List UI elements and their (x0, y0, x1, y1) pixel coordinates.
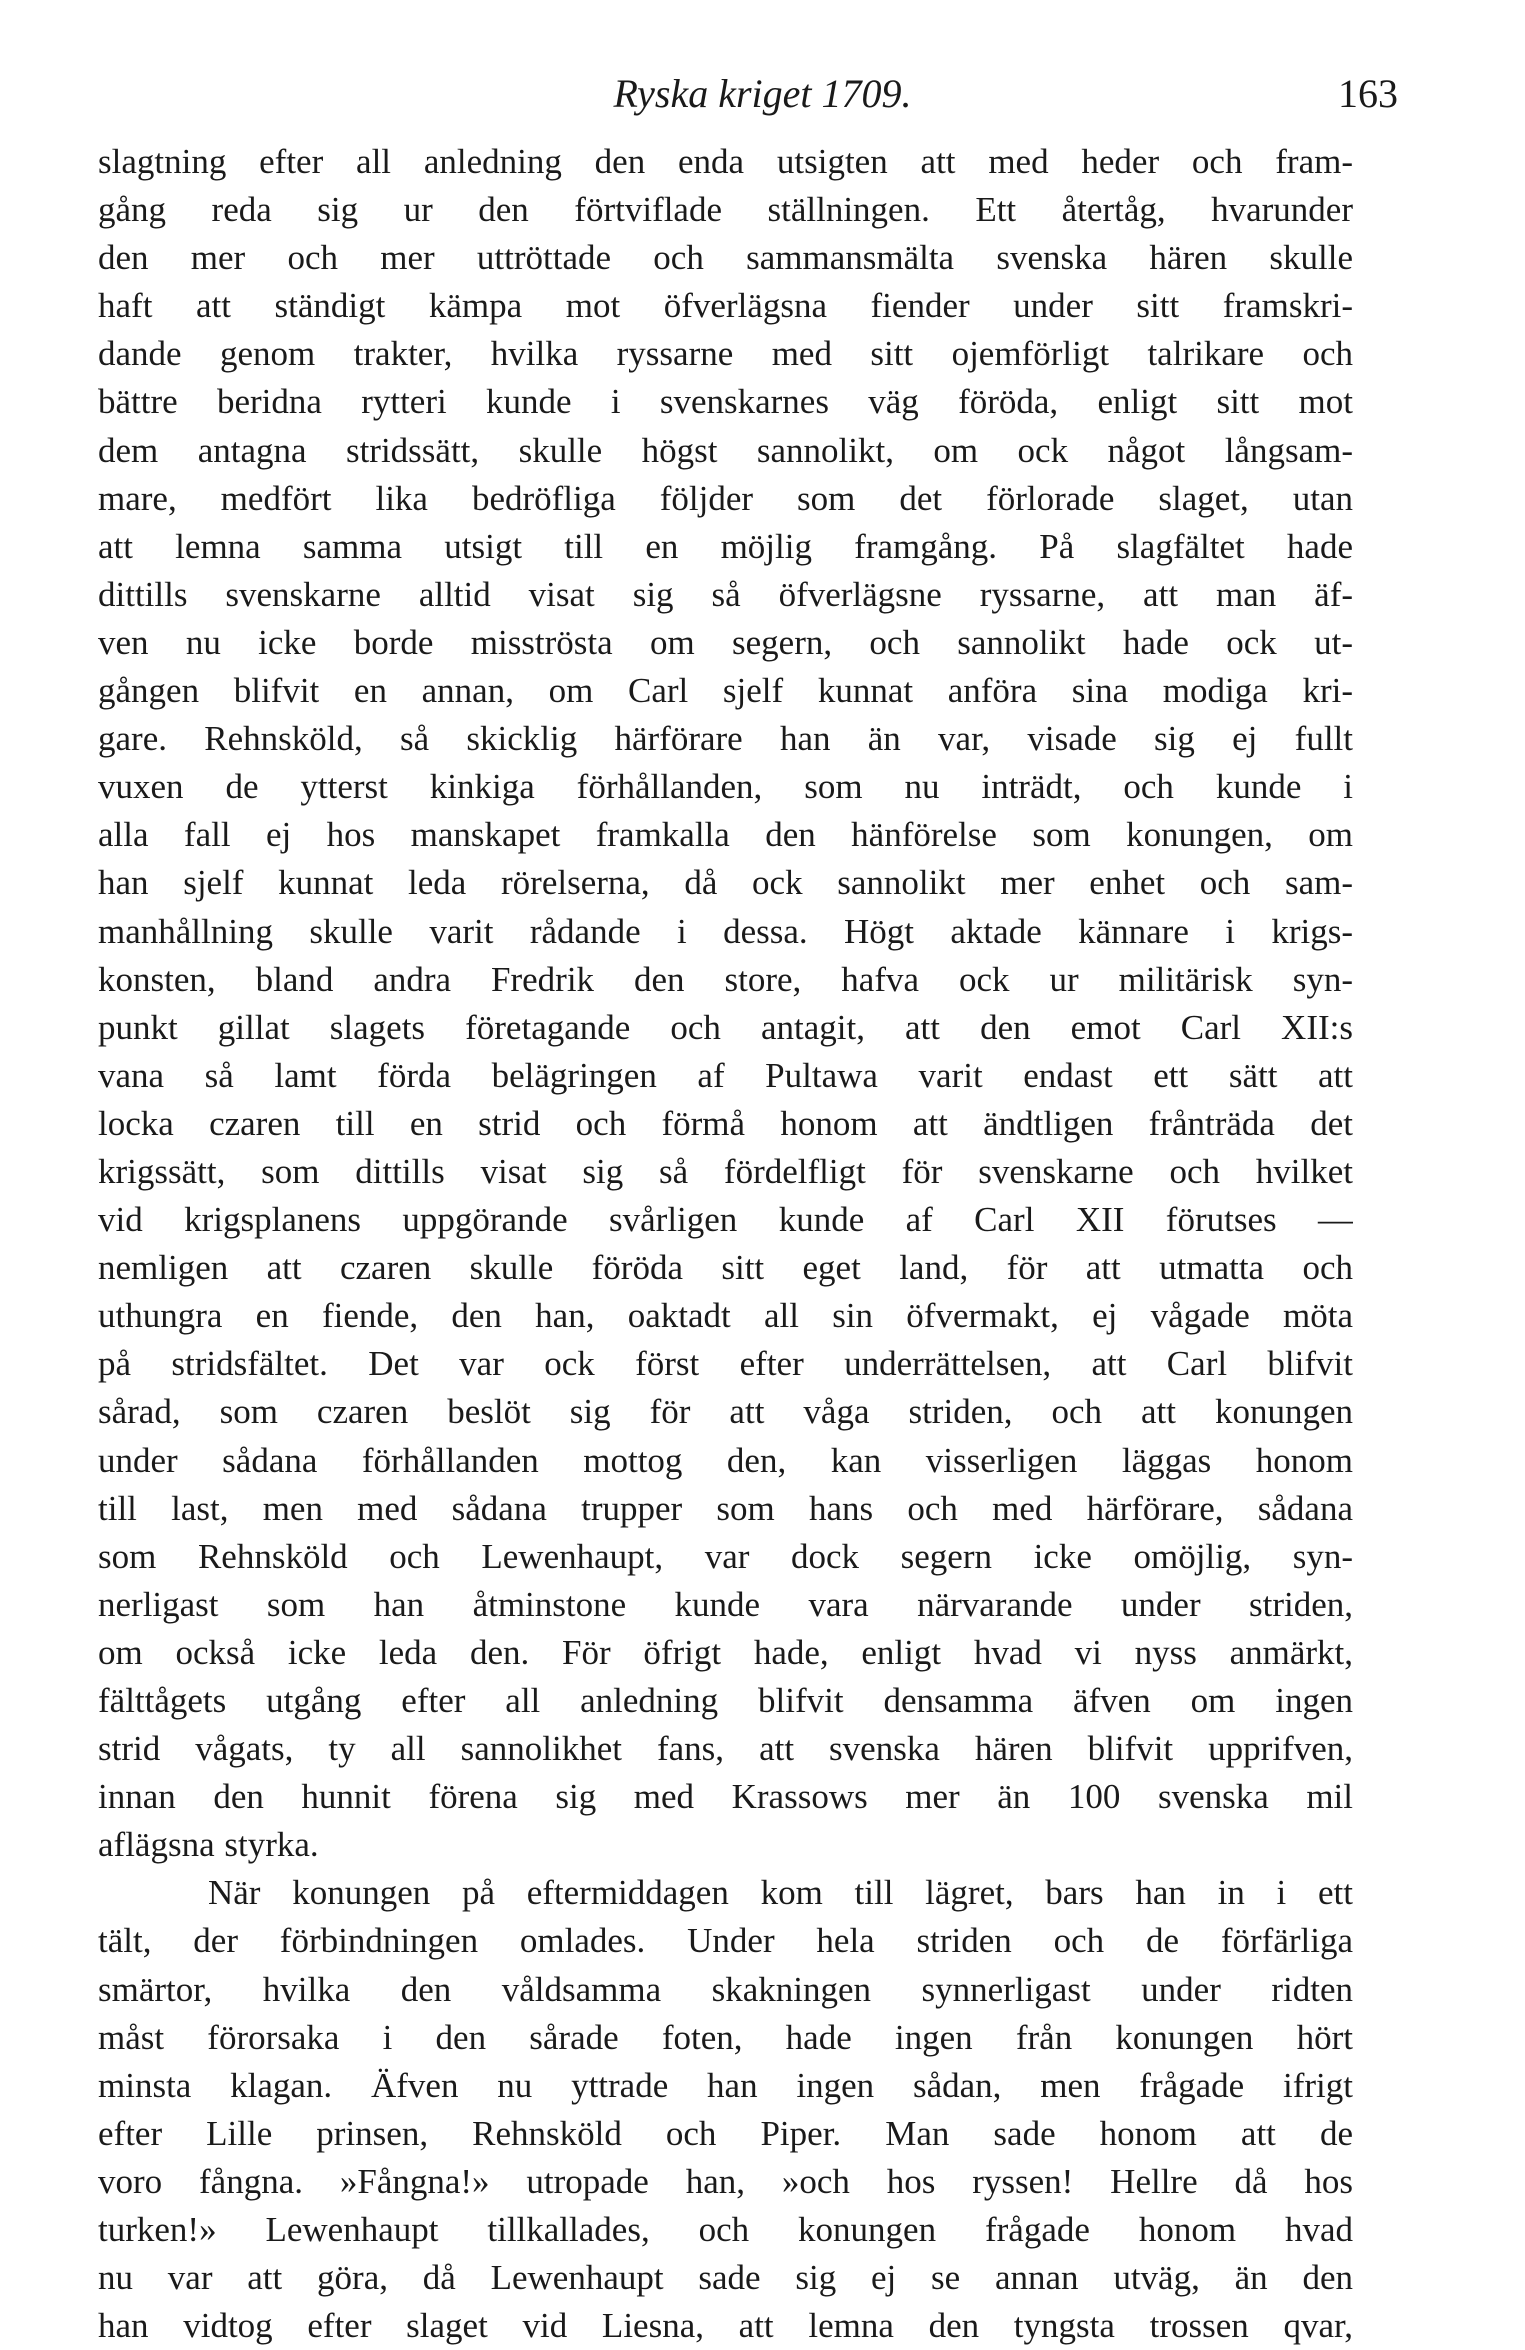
text-line: måst förorsaka i den sårade foten, hade ingen från konungen hört (98, 2017, 1353, 2057)
text-line: manhållning skulle varit rådande i dessa. Högt aktade kännare i krigs- (98, 911, 1353, 951)
text-line: sårad, som czaren beslöt sig för att våga striden, och att konungen (98, 1392, 1353, 1432)
text-line: innan den hunnit förena sig med Krassows mer än 100 svenska mil (98, 1777, 1353, 1817)
text-line: under sådana förhållanden mottog den, kan visserligen läggas honom (98, 1440, 1353, 1480)
text-line: krigssätt, som dittills visat sig så fördelfligt för svenskarne och hvilket (98, 1151, 1353, 1191)
text-line: smärtor, hvilka den våldsamma skakningen synnerligast under ridten (98, 1969, 1353, 2009)
text-line: haft att ständigt kämpa mot öfverlägsna fiender under sitt framskri- (98, 286, 1353, 326)
text-line: till last, men med sådana trupper som hans och med härförare, sådana (98, 1488, 1353, 1528)
text-line: minsta klagan. Äfven nu yttrade han ingen sådan, men frågade ifrigt (98, 2065, 1353, 2105)
text-line: nemligen att czaren skulle föröda sitt eget land, för att utmatta och (98, 1248, 1353, 1288)
text-line: han vidtog efter slaget vid Liesna, att lemna den tyngsta trossen qvar, (98, 2306, 1353, 2346)
text-line: om också icke leda den. För öfrigt hade, enligt hvad vi nyss anmärkt, (98, 1632, 1353, 1672)
text-line: gare. Rehnsköld, så skicklig härförare han än var, visade sig ej fullt (98, 719, 1353, 759)
text-line: på stridsfältet. Det var ock först efter underrättelsen, att Carl blifvit (98, 1344, 1353, 1384)
body-text (98, 138, 1353, 2350)
text-line: bättre beridna rytteri kunde i svenskarnes väg föröda, enligt sitt mot (98, 382, 1353, 422)
text-line: uthungra en fiende, den han, oaktadt all sin öfvermakt, ej vågade möta (98, 1296, 1353, 1336)
text-line: fälttågets utgång efter all anledning blifvit densamma äfven om ingen (98, 1681, 1353, 1720)
page-number: 163 (1338, 71, 1398, 116)
text-line: När konungen på eftermiddagen kom till lägret, bars han in i ett (208, 1873, 1353, 1913)
text-line: strid vågats, ty all sannolikhet fans, att svenska hären blifvit upprifven, (98, 1729, 1353, 1769)
text-line: slagtning efter all anledning den enda utsigten att med heder och fram- (98, 142, 1353, 181)
text-line: gång reda sig ur den förtviflade ställningen. Ett återtåg, hvarunder (98, 190, 1353, 230)
text-line: alla fall ej hos manskapet framkalla den hänförelse som konungen, om (98, 815, 1353, 855)
text-line: vid krigsplanens uppgörande svårligen kunde af Carl XII förutses — (98, 1200, 1353, 1240)
text-line: den mer och mer uttröttade och sammansmälta svenska hären skulle (98, 238, 1353, 278)
text-line: konsten, bland andra Fredrik den store, hafva ock ur militärisk syn- (98, 959, 1353, 999)
text-line: ven nu icke borde misströsta om segern, och sannolikt hade ock ut- (98, 622, 1353, 662)
text-line: voro fångna. »Fångna!» utropade han, »och hos ryssen! Hellre då hos (98, 2161, 1353, 2201)
text-line: turken!» Lewenhaupt tillkallades, och konungen frågade honom hvad (98, 2210, 1353, 2250)
text-line: punkt gillat slagets företagande och antagit, att den emot Carl XII:s (98, 1007, 1353, 1047)
text-line: locka czaren till en strid och förmå honom att ändtligen frånträda det (98, 1103, 1353, 1143)
text-line: tält, der förbindningen omlades. Under hela striden och de förfärliga (98, 1921, 1353, 1961)
text-line: aflägsna styrka. (98, 1825, 319, 1865)
text-line: efter Lille prinsen, Rehnsköld och Piper. Man sade honom att de (98, 2113, 1353, 2153)
text-line: nu var att göra, då Lewenhaupt sade sig ej se annan utväg, än den (98, 2258, 1353, 2298)
text-line: dem antagna stridssätt, skulle högst sannolikt, om ock något långsam- (98, 430, 1353, 470)
text-line: mare, medfört lika bedröfliga följder som det förlorade slaget, utan (98, 478, 1353, 518)
text-line: gången blifvit en annan, om Carl sjelf kunnat anföra sina modiga kri- (98, 671, 1353, 711)
text-line: dittills svenskarne alltid visat sig så öfverlägsne ryssarne, att man äf- (98, 574, 1353, 614)
text-line: som Rehnsköld och Lewenhaupt, var dock segern icke omöjlig, syn- (98, 1536, 1353, 1576)
text-line: dande genom trakter, hvilka ryssarne med sitt ojemförligt talrikare och (98, 334, 1353, 374)
text-line: att lemna samma utsigt till en möjlig framgång. På slagfältet hade (98, 526, 1353, 566)
text-line: han sjelf kunnat leda rörelserna, då ock sannolikt mer enhet och sam- (98, 863, 1353, 903)
text-line: vana så lamt förda belägringen af Pultawa varit endast ett sätt att (98, 1055, 1353, 1095)
running-title: Ryska kriget 1709. (613, 71, 912, 116)
text-line: vuxen de ytterst kinkiga förhållanden, som nu inträdt, och kunde i (98, 767, 1353, 807)
text-line: nerligast som han åtminstone kunde vara närvarande under striden, (98, 1584, 1353, 1624)
